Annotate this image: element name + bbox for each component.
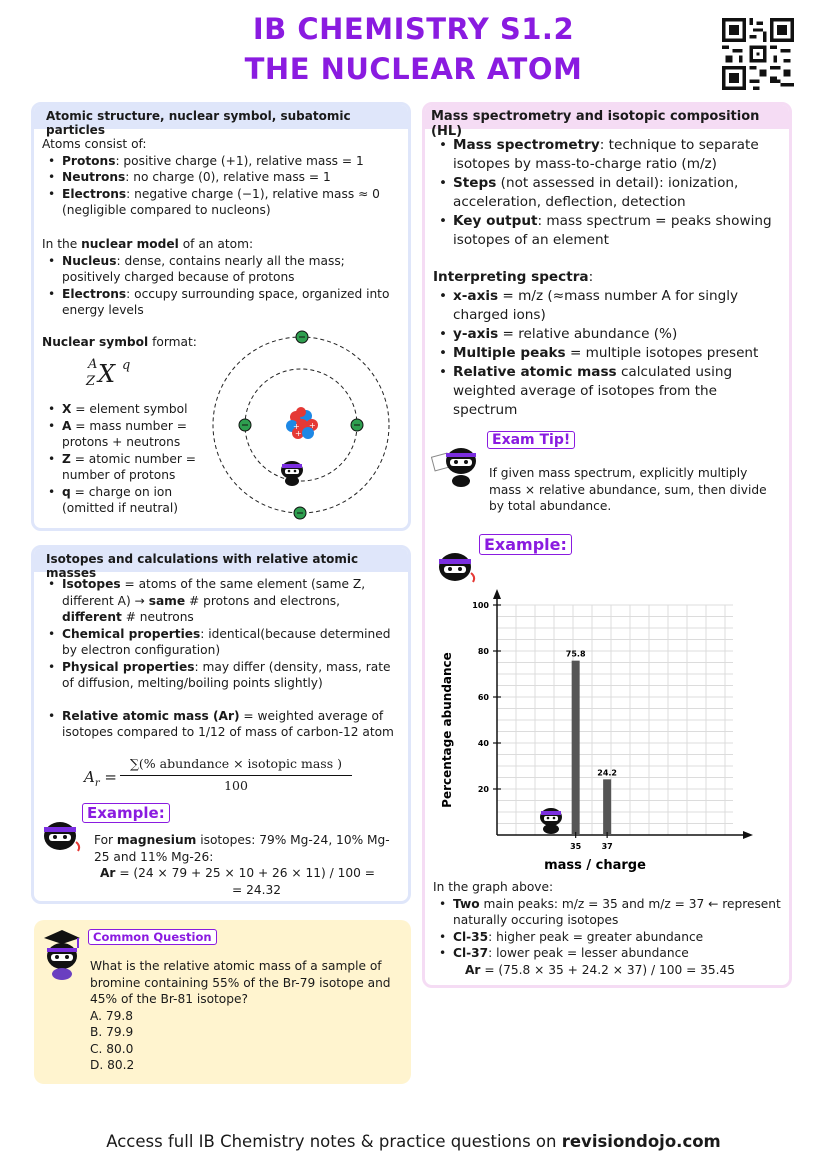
magnesium-calc: Ar = (24 × 79 + 25 × 10 + 26 × 11) / 100 = — [100, 866, 375, 880]
option-d[interactable]: D. 80.2 — [90, 1058, 135, 1072]
list-item: • Protons: positive charge (+1), relative mass = 1 — [42, 153, 402, 170]
list-item: • Chemical properties: identical(because determined by electron configuration) — [42, 626, 402, 659]
list-item: • y-axis = relative abundance (%) — [433, 325, 783, 344]
list-item: • x-axis = m/z (≈mass number A for singly charged ions) — [433, 287, 783, 325]
ninja-notes-icon — [431, 441, 483, 489]
interpreting-list — [433, 287, 783, 420]
footer: Access full IB Chemistry notes & practice questions on revisiondojo.com — [106, 1132, 721, 1151]
list-item: • Z = atomic number = number of protons — [42, 451, 217, 484]
chlorine-calc: Ar = (75.8 × 35 + 24.2 × 37) / 100 = 35.45 — [465, 962, 736, 977]
option-a[interactable]: A. 79.8 — [90, 1008, 134, 1023]
list-item: • Nucleus: dense, contains nearly all the mass; positively charged because of protons — [42, 253, 402, 286]
svg-text:+: + — [295, 429, 302, 438]
nuclear-symbol-list — [42, 401, 217, 517]
y-axis-arrow — [493, 589, 501, 599]
list-item: • Isotopes = atoms of the same element (same Z, different A) → same # protons and electrons, different # neutrons — [42, 576, 402, 626]
x-axis-arrow — [743, 831, 753, 839]
common-question-label: Common Question — [88, 929, 217, 945]
y-tick-label: 60 — [477, 693, 489, 702]
list-item: • q = charge on ion (omitted if neutral) — [42, 484, 217, 517]
qr-code-icon[interactable] — [722, 18, 794, 90]
ninja-icon — [40, 818, 84, 858]
atom-diagram — [204, 327, 404, 523]
list-item: • Physical properties: may differ (density, mass, rate of diffusion, melting/boiling points slightly) — [42, 659, 402, 692]
list-item: • Neutrons: no charge (0), relative mass = 1 — [42, 169, 402, 186]
bar-mass-37 — [603, 779, 611, 835]
electron-icon — [239, 419, 251, 431]
graph-notes-list — [433, 896, 785, 962]
x-tick-label: 37 — [601, 842, 613, 851]
nucleus-icon — [286, 407, 318, 439]
list-item: • Relative atomic mass (Ar) = weighted average of isotopes compared to 1/12 of mass of carbon-12 atom — [42, 708, 402, 741]
electron-icon — [351, 419, 363, 431]
atomic-structure-card — [31, 102, 411, 531]
electron-icon — [294, 507, 306, 519]
svg-text:+: + — [293, 422, 300, 431]
isotopes-header: Isotopes and calculations with relative atomic masses — [34, 548, 408, 572]
particles-list — [42, 153, 402, 219]
y-axis-label: Percentage abundance — [440, 652, 454, 808]
nuclear-symbol: A Z X q — [86, 357, 131, 389]
atoms-intro: Atoms consist of: — [42, 137, 147, 151]
nuclear-symbol-intro: Nuclear symbol format: — [42, 335, 197, 349]
page-title: IB CHEMISTRY S1.2 — [252, 12, 575, 46]
list-item: • Key output: mass spectrum = peaks showing isotopes of an element — [433, 212, 783, 250]
option-b[interactable]: B. 79.9 — [90, 1025, 134, 1039]
magnesium-example: For magnesium isotopes: 79% Mg-24, 10% Mg-25 and 11% Mg-26: — [94, 833, 390, 864]
data-label: 75.8 — [565, 649, 586, 659]
x-tick-label: 35 — [570, 842, 582, 851]
magnesium-result: = 24.32 — [232, 882, 281, 897]
data-label: 24.2 — [597, 768, 618, 778]
x-axis-label: mass / charge — [544, 858, 646, 873]
option-c[interactable]: C. 80.0 — [90, 1041, 134, 1056]
isotopes-list — [42, 576, 402, 741]
list-item: • Relative atomic mass calculated using weighted average of isotopes from the spectrum — [433, 363, 783, 420]
list-item: • Electrons: negative charge (−1), relative mass ≈ 0 (negligible compared to nucleons) — [42, 186, 402, 219]
y-tick-label: 80 — [477, 647, 489, 656]
mass-spec-list — [433, 136, 783, 250]
list-item: • Electrons: occupy surrounding space, organized into energy levels — [42, 286, 402, 319]
common-question-card — [34, 920, 411, 1084]
list-item: • Multiple peaks = multiple isotopes present — [433, 344, 783, 363]
list-item: • Steps (not assessed in detail): ionization, acceleration, deflection, detection — [433, 174, 783, 212]
svg-text:+: + — [309, 421, 316, 430]
ar-formula: $A_r$ = ∑(% abundance × isotopic mass ) 100 — [84, 756, 384, 800]
list-item: • Mass spectrometry: technique to separate isotopes by mass-to-charge ratio (m/z) — [433, 136, 783, 174]
example-label: Example: — [82, 803, 170, 823]
exam-tip-label: Exam Tip! — [487, 431, 575, 449]
list-item: • A = mass number = protons + neutrons — [42, 418, 217, 451]
ninja-icon — [435, 551, 479, 587]
y-tick-label: 20 — [477, 785, 489, 794]
electron-icon — [296, 331, 308, 343]
page-subtitle: THE NUCLEAR ATOM — [244, 52, 583, 86]
isotopes-card — [31, 545, 411, 904]
mass-spec-header: Mass spectrometry and isotopic composition (HL) — [425, 105, 789, 129]
chart-grid — [497, 605, 733, 835]
ninja-icon — [281, 461, 303, 486]
y-tick-label: 40 — [477, 739, 489, 748]
y-tick-label: 100 — [472, 601, 489, 610]
list-item: • X = element symbol — [42, 401, 217, 418]
graph-intro: In the graph above: — [433, 880, 554, 894]
exam-tip-text: If given mass spectrum, explicitly multiply mass × relative abundance, sum, then divide by total abundance. — [489, 466, 767, 513]
example-label: Example: — [479, 534, 572, 555]
question-text: What is the relative atomic mass of a sample of bromine containing 55% of the Br-79 isotope and 45% of the Br-81 isotope? — [90, 959, 391, 1006]
atomic-structure-header: Atomic structure, nuclear symbol, subatomic particles — [34, 105, 408, 129]
interpreting-title: Interpreting spectra: — [433, 269, 594, 285]
nuclear-model-list — [42, 253, 402, 319]
mass-spectrum-chart — [433, 589, 753, 879]
list-item: • Cl-37: lower peak = lesser abundance — [433, 945, 785, 962]
list-item: • Two main peaks: m/z = 35 and m/z = 37 ← represent naturally occuring isotopes — [433, 896, 785, 929]
site-link[interactable]: revisiondojo.com — [561, 1132, 721, 1151]
bar-mass-35 — [572, 661, 580, 835]
ninja-icon — [540, 808, 562, 834]
ninja-teacher-icon — [38, 928, 84, 980]
list-item: • Cl-35: higher peak = greater abundance — [433, 929, 785, 946]
mass-spec-card — [422, 102, 792, 988]
nuclear-model-intro: In the nuclear model of an atom: — [42, 237, 254, 251]
